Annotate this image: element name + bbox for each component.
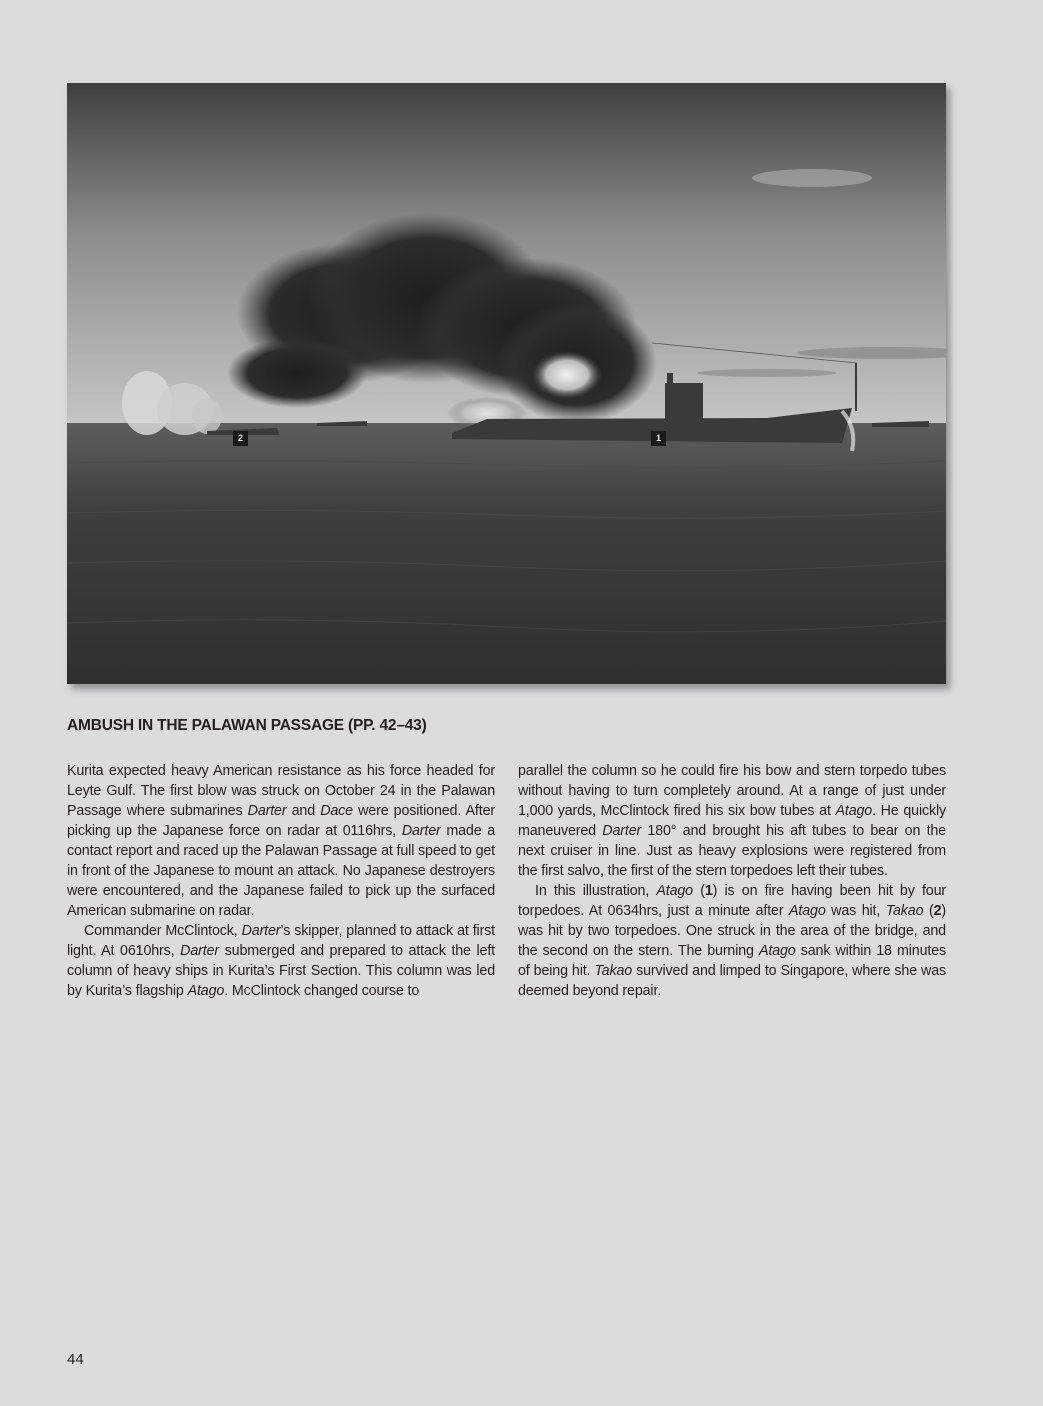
caption-paragraph	[518, 761, 946, 881]
text-run: made a contact report and raced up the Palawan Passage at full speed to get in front of the Japanese to mount an attack. No Japanese destroyers were encountered, and the Japanese failed to pick up the surfaced American submarine on radar.	[67, 823, 495, 919]
ship-name: Dace	[320, 803, 353, 819]
text-run: . McClintock changed course to	[224, 983, 420, 999]
page-number: 44	[67, 1351, 84, 1368]
text-run: ) was hit by two torpedoes. One struck in the area of the bridge, and the second on the stern. The burning	[518, 903, 946, 959]
ship-name: Darter	[401, 823, 441, 839]
text-run: (	[923, 903, 934, 919]
text-run: was hit,	[825, 903, 886, 919]
text-run: submerged and prepared to attack the left column of heavy ships in Kurita’s First Section. This column was led by Kurita’s flagship	[67, 943, 495, 999]
text-run: Kurita expected heavy American resistance as his force headed for Leyte Gulf. The first blow was struck on October 24 in the Palawan Passage where submarines	[67, 763, 495, 819]
ship-name: Darter	[241, 923, 281, 939]
ship-name: Takao	[594, 963, 633, 979]
caption-paragraph	[518, 881, 946, 1001]
ship-name: Darter	[602, 823, 642, 839]
caption-paragraph	[67, 761, 495, 921]
ship-name: Darter	[247, 803, 287, 819]
caption-title: AMBUSH IN THE PALAWAN PASSAGE (PP. 42–43)	[67, 717, 427, 734]
callout-reference: 1	[704, 883, 713, 899]
text-run: survived and limped to Singapore, where she was deemed beyond repair.	[518, 963, 946, 999]
text-run: ) is on fire having been hit by four torpedoes. At 0634hrs, just a minute after	[518, 883, 947, 919]
battle-illustration	[67, 83, 946, 684]
caption-column-right	[518, 761, 946, 1001]
ship-name: Takao	[885, 903, 924, 919]
callout-marker-1: 1	[651, 431, 666, 446]
text-run: parallel the column so he could fire his bow and stern torpedo tubes without having to turn completely around. At a range of just under 1,000 yards, McClintock fired his six bow tubes at	[518, 763, 946, 819]
ship-name: Darter	[180, 943, 219, 959]
callout-marker-2: 2	[233, 431, 248, 446]
text-run: . He quickly maneuvered	[518, 803, 946, 839]
text-run: and	[286, 803, 321, 819]
ship-name: Atago	[789, 903, 826, 919]
ship-name: Atago	[835, 803, 873, 819]
ship-name: Atago	[187, 983, 225, 999]
caption-column-left	[67, 761, 495, 1001]
text-run: In this illustration,	[535, 883, 657, 899]
text-run: 180° and brought his aft tubes to bear on the next cruiser in line. Just as heavy explosions were registered from the first salvo, the first of the stern torpedoes left their tubes.	[518, 823, 946, 879]
callout-reference: 2	[933, 903, 942, 919]
text-run: Commander McClintock,	[84, 923, 242, 939]
caption-paragraph	[67, 921, 495, 1001]
text-run: sank within 18 minutes of being hit.	[518, 943, 946, 979]
text-run: were positioned. After picking up the Japanese force on radar at 0116hrs,	[67, 803, 495, 839]
ship-name: Atago	[758, 943, 796, 959]
illustration-art	[67, 83, 946, 684]
ship-name: Atago	[656, 883, 693, 899]
text-run: ’s skipper, planned to attack at first light. At 0610hrs,	[67, 923, 496, 959]
text-run: (	[693, 883, 705, 899]
